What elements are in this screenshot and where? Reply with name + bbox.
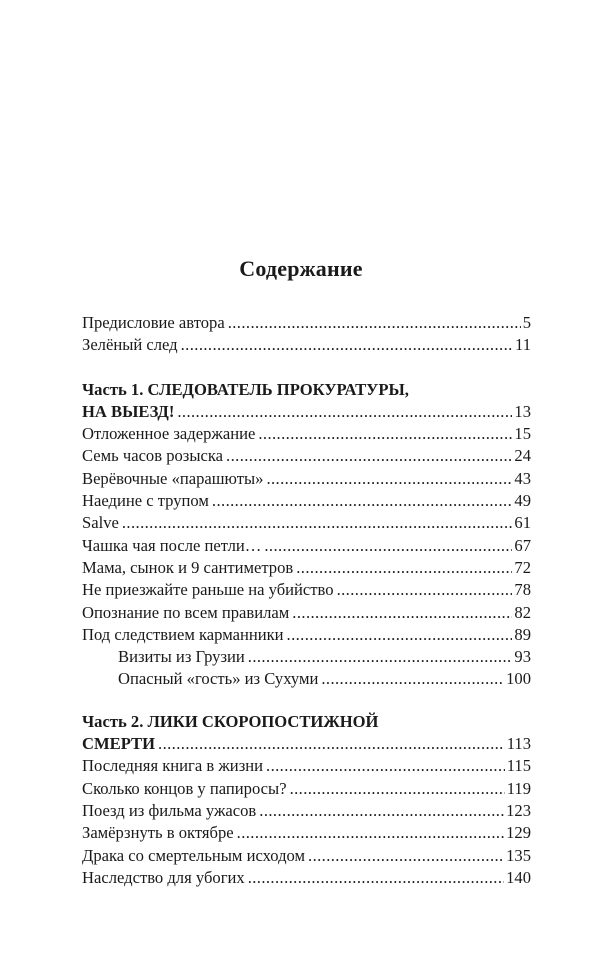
toc-leader-dots (287, 624, 513, 646)
toc-leader-dots (228, 312, 521, 334)
toc-entry-label: Зелёный след (82, 335, 178, 355)
toc-entry-label: Наследство для убогих (82, 867, 245, 887)
toc-subentry (82, 646, 531, 668)
toc-entry-label: Драка со смертельным исходом (82, 845, 306, 865)
part-1-page: 13 (514, 401, 531, 421)
toc-entry-page: 5 (522, 313, 531, 332)
toc-entry-label: Наедине с трупом (82, 491, 209, 511)
toc-entry-label: Сколько концов у папиросы? (82, 778, 287, 798)
toc-leader-dots (158, 733, 505, 755)
toc-leader-dots (258, 423, 512, 445)
part-1-heading (82, 379, 531, 401)
toc-entry-page: 43 (514, 468, 531, 488)
toc-entry-page: 119 (506, 778, 531, 798)
toc-entry-label: Предисловие автора (82, 313, 225, 332)
toc-subentry-label: Опасный «гость» из Сухуми (118, 669, 319, 689)
toc-entry-page: 82 (514, 602, 531, 622)
toc-leader-dots (308, 845, 504, 867)
toc-entry-label: Мама, сынок и 9 сантиметров (82, 557, 294, 577)
toc-entry (82, 778, 531, 800)
toc-leader-dots (296, 557, 512, 579)
toc-entry (82, 755, 531, 777)
page-title: Содержание (239, 256, 363, 281)
toc-entry-label: Под следствием карманники (82, 624, 284, 644)
toc-entry-page: 72 (514, 557, 531, 577)
toc-leader-dots (266, 755, 505, 777)
toc-leader-dots (290, 778, 505, 800)
toc-entry-label: Опознание по всем правилам (82, 602, 290, 622)
toc-subentry-label: Визиты из Грузии (118, 647, 245, 667)
toc-leader-dots (248, 867, 504, 889)
toc-entry (82, 867, 531, 889)
toc-leader-dots (237, 822, 504, 844)
toc-entry (82, 490, 531, 512)
toc-entry-page: 115 (506, 756, 531, 776)
toc-entry (82, 423, 531, 445)
part-1-prefix: Часть 1. (82, 379, 144, 399)
toc-entry (82, 602, 531, 624)
table-of-contents (82, 312, 531, 889)
toc-entry-label: Последняя книга в жизни (82, 756, 264, 776)
part-2-prefix: Часть 2. (82, 711, 144, 731)
toc-leader-dots (181, 334, 513, 356)
part-1-title-line-1: СЛЕДОВАТЕЛЬ ПРОКУРАТУРЫ, (147, 379, 409, 399)
toc-leader-dots (321, 668, 504, 690)
toc-entry-label: Чашка чая после петли… (82, 535, 262, 555)
toc-entry-label: Salve (82, 513, 119, 533)
toc-entry-label: Поезд из фильма ужасов (82, 800, 257, 820)
part-2-title-line-2: СМЕРТИ (82, 734, 156, 754)
toc-entry (82, 800, 531, 822)
part-2-title-line-1: ЛИКИ СКОРОПОСТИЖНОЙ (147, 711, 379, 731)
toc-subentry (82, 668, 531, 690)
part-1-heading-entry (82, 401, 531, 423)
toc-entry (82, 845, 531, 867)
toc-entry-page: 11 (515, 335, 531, 355)
toc-entry (82, 334, 531, 356)
toc-entry (82, 512, 531, 534)
toc-subentry-page: 93 (514, 647, 531, 667)
toc-entry-page: 67 (514, 535, 531, 555)
part-1-title-line-2: НА ВЫЕЗД! (82, 401, 175, 421)
toc-entry (82, 557, 531, 579)
toc-entry-label: Отложенное задержание (82, 424, 256, 444)
toc-entry (82, 535, 531, 557)
toc-entry-page: 24 (514, 446, 531, 466)
part-2-heading (82, 711, 531, 733)
toc-entry (82, 468, 531, 490)
part-2-heading-entry (82, 733, 531, 755)
toc-leader-dots (226, 445, 512, 467)
toc-entry-page: 61 (514, 513, 531, 533)
toc-entry (82, 624, 531, 646)
toc-entry-label: Верёвочные «парашюты» (82, 468, 264, 488)
toc-entry-page: 89 (514, 624, 531, 644)
toc-leader-dots (212, 490, 512, 512)
toc-entry (82, 445, 531, 467)
toc-entry-page: 123 (506, 800, 531, 820)
toc-leader-dots (177, 401, 512, 423)
toc-entry-label: Семь часов розыска (82, 446, 224, 466)
toc-subentry-page: 100 (506, 669, 531, 689)
toc-entry-page: 78 (514, 580, 531, 600)
toc-entry-page: 49 (514, 491, 531, 511)
toc-leader-dots (122, 512, 513, 534)
toc-leader-dots (266, 468, 512, 490)
toc-entry-label: Замёрзнуть в октябре (82, 823, 234, 843)
toc-leader-dots (264, 535, 512, 557)
toc-leader-dots (248, 646, 513, 668)
toc-entry-page: 129 (506, 823, 531, 843)
toc-entry (82, 579, 531, 601)
toc-entry-page: 15 (514, 424, 531, 444)
toc-entry-page: 140 (506, 867, 531, 887)
part-2-page: 113 (506, 734, 531, 754)
toc-leader-dots (292, 602, 512, 624)
toc-entry-label: Не приезжайте раньше на убийство (82, 580, 334, 600)
toc-entry (82, 822, 531, 844)
toc-leader-dots (337, 579, 513, 601)
toc-entry (82, 312, 531, 334)
toc-leader-dots (259, 800, 504, 822)
toc-entry-page: 135 (506, 845, 531, 865)
